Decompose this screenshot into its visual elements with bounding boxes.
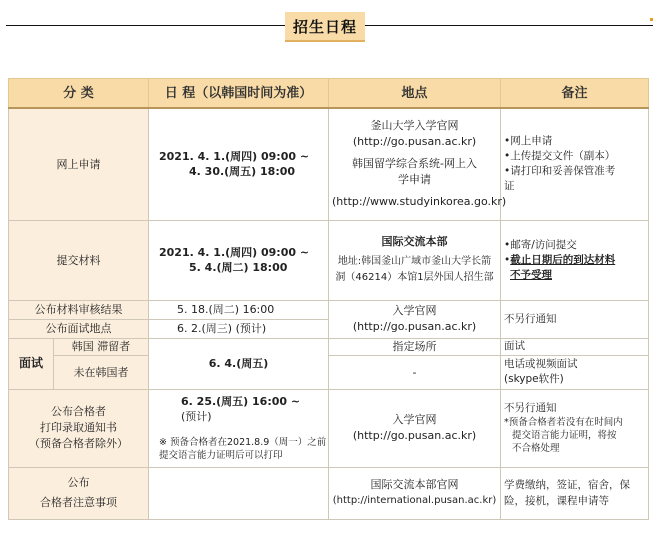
remark-docs-3: 不予受理 (510, 268, 552, 281)
subcategory-abroad: 未在韩国者 (54, 355, 149, 389)
location-notice-line1: 国际交流本部官网 (370, 478, 459, 491)
schedule-online (149, 108, 329, 220)
location-online-link1[interactable]: (http://go.pusan.ac.kr) (352, 135, 477, 149)
schedule-interview-place: 6. 2.(周三) (预计) (149, 319, 329, 338)
remarks-interview-abroad (501, 355, 649, 389)
location-interview-abroad: - (329, 355, 501, 389)
category-online: 网上申请 (9, 108, 149, 220)
location-review-line1: 入学官网 (392, 304, 437, 317)
table-row-admission (9, 389, 649, 467)
location-interview-resident: 指定场所 (329, 338, 501, 355)
location-docs (329, 220, 501, 300)
remark-docs-2 (504, 253, 645, 268)
remark-interview-resident: 面试 (501, 338, 649, 355)
location-notice-link[interactable]: (http://international.pusan.ac.kr) (332, 495, 497, 506)
location-online-line4: 学申请 (398, 173, 431, 187)
remark-docs-2-text: 截止日期后的到达材料 (510, 253, 616, 266)
title-rule-end-dot (650, 18, 653, 21)
location-admission (329, 389, 501, 467)
category-notice-line1: 公布 (67, 476, 90, 489)
category-interview: 面试 (9, 338, 54, 389)
table-row-interview-abroad (9, 355, 649, 389)
remark-admission-3: 提交语言能力证明，将按 (512, 430, 617, 441)
location-admission-line1: 入学官网 (392, 413, 437, 426)
table-row-docs (9, 220, 649, 300)
location-online-line1: 釜山大学入学官网 (370, 119, 459, 133)
table-row-review (9, 300, 649, 319)
schedule-docs-start: 2021. 4. 1.(周四) 09:00 ~ (159, 246, 310, 259)
category-admission (9, 389, 149, 467)
location-docs-line2: 地址:韩国釜山广域市釜山大学长箭 (337, 256, 492, 267)
category-review: 公布材料审核结果 (9, 300, 149, 319)
location-online-line3: 韩国留学综合系统-网上入 (352, 157, 477, 171)
remark-online-4: 证 (504, 180, 515, 193)
category-notice-line2: 合格者注意事项 (40, 496, 117, 509)
schedule-interview: 6. 4.(周五) (149, 338, 329, 389)
schedule-table (8, 78, 649, 520)
table-row-interview-resident (9, 338, 649, 355)
schedule-notice (149, 467, 329, 519)
remarks-docs (501, 220, 649, 300)
schedule-admission (149, 389, 329, 467)
location-docs-line3: 洞（46214）本馆1层外国人招生部 (335, 272, 494, 283)
schedule-docs-end: 5. 4.(周二) 18:00 (189, 261, 288, 274)
table-row-notice (9, 467, 649, 519)
remark-admission-4: 不合格处理 (512, 443, 560, 454)
schedule-online-end: 4. 30.(周五) 18:00 (189, 165, 296, 179)
header-category: 分 类 (9, 79, 149, 109)
schedule-docs (149, 220, 329, 300)
subcategory-resident: 韩国 滞留者 (54, 338, 149, 355)
admission-note-line1: ※ 预备合格者在2021.8.9（周一）之前 (159, 437, 327, 448)
location-admission-link[interactable]: (http://go.pusan.ac.kr) (352, 429, 477, 442)
page-title: 招生日程 (285, 12, 365, 42)
remark-notice: 学费缴纳，签证，宿舍，保险，接机，课程申请等 (501, 467, 649, 519)
remark-online-1: •网上申请 (504, 135, 553, 148)
remarks-review: 不另行通知 (501, 300, 649, 338)
schedule-online-start: 2021. 4. 1.(周四) 09:00 ~ (159, 150, 310, 164)
remark-online-2: •上传提交文件（副本） (504, 150, 616, 163)
remark-admission-2: *预备合格者若没有在时间内 (504, 417, 623, 428)
location-online (329, 108, 507, 220)
location-docs-line1: 国际交流本部 (381, 235, 448, 248)
schedule-admission-note: (预计) (181, 410, 212, 423)
remark-interview-abroad-2: (skype软件) (504, 373, 564, 385)
category-admission-line3: （预备合格者除外） (29, 437, 128, 450)
header-remarks: 备注 (501, 79, 649, 109)
remarks-online (501, 108, 649, 220)
location-review-link[interactable]: (http://go.pusan.ac.kr) (352, 320, 477, 333)
category-admission-line1: 公布合格者 (51, 405, 106, 418)
schedule-review: 5. 18.(周二) 16:00 (149, 300, 329, 319)
schedule-admission-start: 6. 25.(周五) 16:00 ~ (181, 395, 301, 408)
location-online-link2[interactable]: (http://www.studyinkorea.go.kr) (332, 195, 507, 209)
header-schedule: 日 程（以韩国时间为准） (149, 79, 329, 109)
remark-docs-2-bullet: • (504, 253, 511, 266)
category-notice (9, 467, 149, 519)
remark-docs-1: •邮寄/访问提交 (504, 238, 577, 251)
category-docs: 提交材料 (9, 220, 149, 300)
category-admission-line2: 打印录取通知书 (40, 421, 117, 434)
remark-admission-1: 不另行通知 (504, 402, 557, 414)
remark-online-3: •请打印和妥善保管准考 (504, 165, 616, 178)
location-notice (329, 467, 501, 519)
remarks-admission (501, 389, 649, 467)
remark-interview-abroad-1: 电话或视频面试 (504, 358, 578, 370)
table-row-online (9, 108, 649, 220)
category-interview-place: 公布面试地点 (9, 319, 149, 338)
location-review (329, 300, 501, 338)
header-location: 地点 (329, 79, 501, 109)
table-header-row (9, 79, 649, 109)
admission-note-line2: 提交语言能力证明后可以打印 (159, 450, 283, 461)
